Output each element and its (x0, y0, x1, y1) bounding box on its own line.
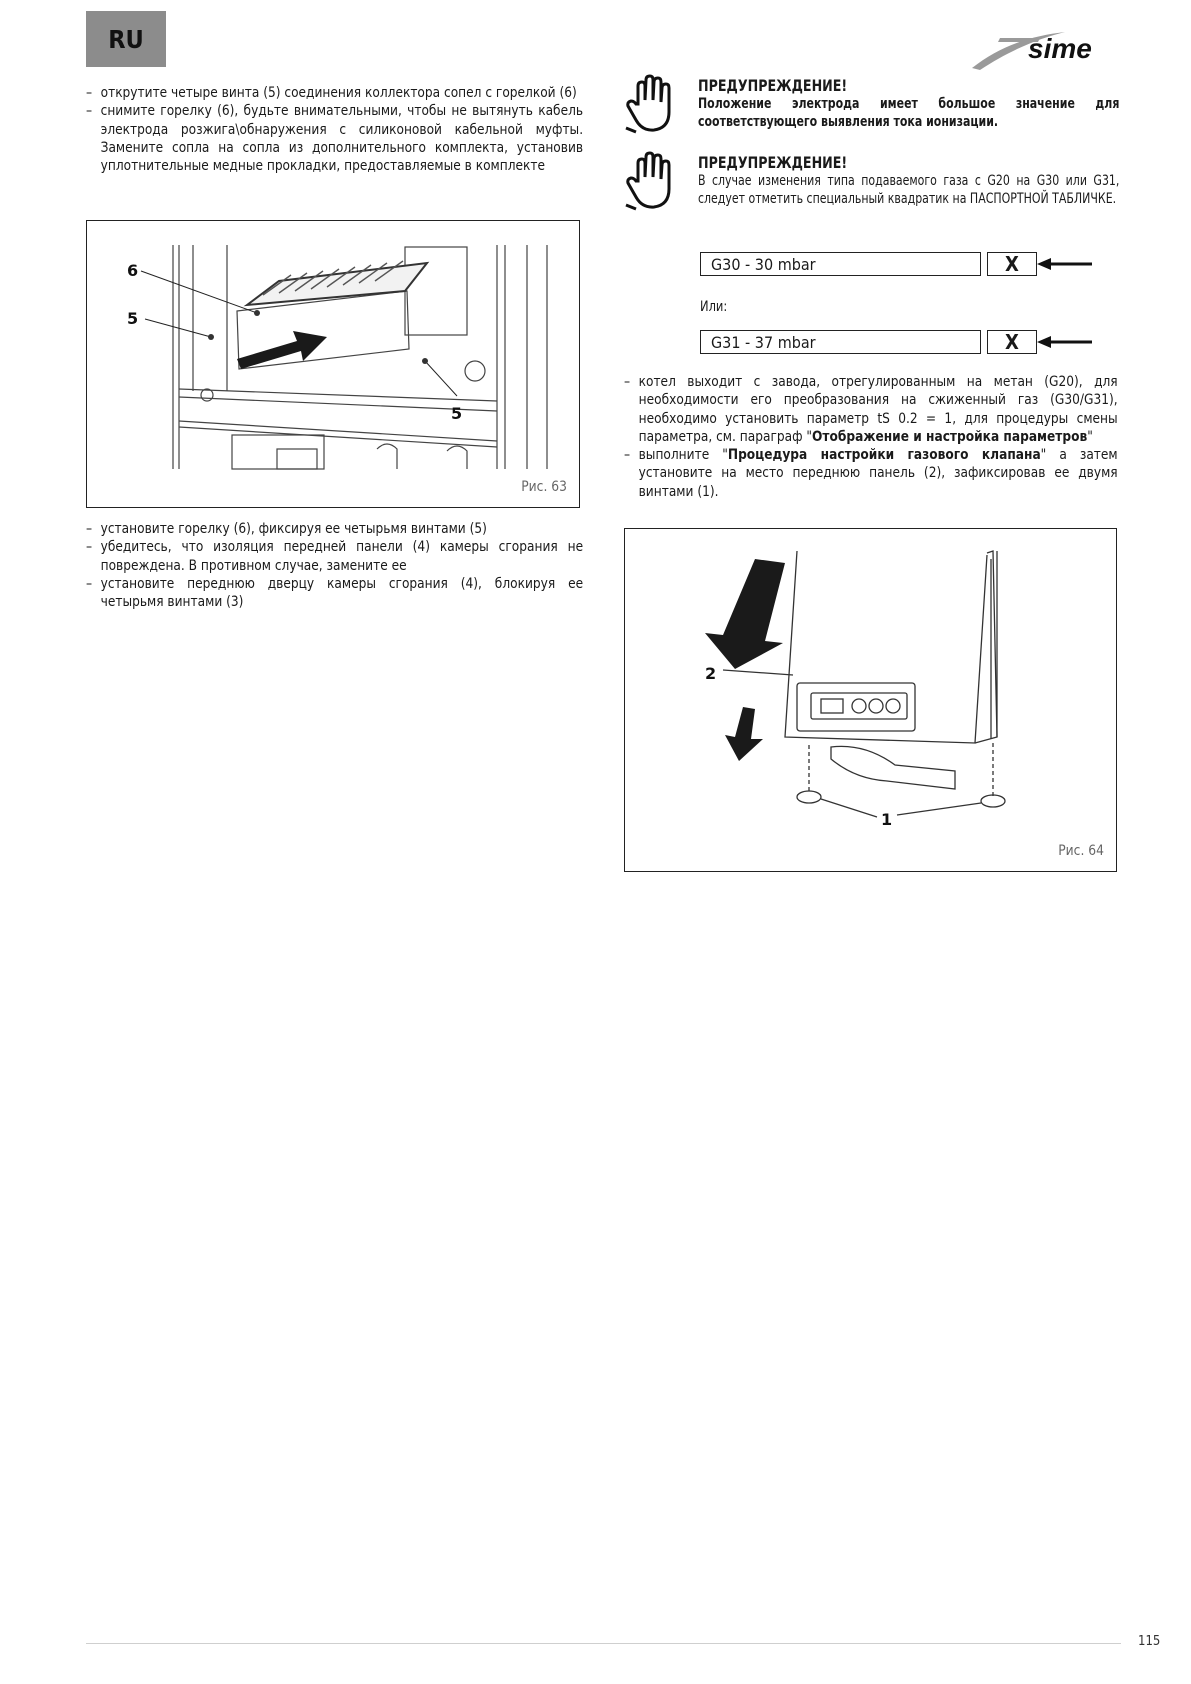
label-1: 1 (881, 810, 893, 829)
checkbox-mark: X (987, 252, 1037, 276)
sime-logo (970, 24, 1120, 72)
burner-illustration (87, 221, 579, 507)
list-item: – установите переднюю дверцу камеры сгорания (4), блокируя ее четырьмя винтами (3) (86, 575, 583, 612)
label-6: 6 (127, 261, 139, 280)
footer-divider (86, 1643, 1121, 1644)
arrow-left-icon (1037, 336, 1092, 348)
label-2: 2 (705, 664, 717, 683)
warning-text: В случае изменения типа подаваемого газа с G20 на G30 или G31, следует отметить специальный квадратик на ПАСПОРТНОЙ ТАБЛИЧКЕ. (698, 173, 1120, 208)
or-label: Или: (700, 299, 728, 315)
warning-text: Положение электрода имеет большое значение для соответствующего выявления тока ионизации. (698, 96, 1120, 131)
hand-stop-icon (624, 151, 680, 211)
list-item: – убедитесь, что изоляция передней панели (4) камеры сгорания не повреждена. В противном случае, замените ее (86, 538, 583, 575)
front-panel-illustration (625, 529, 1116, 871)
label-5b: 5 (451, 404, 463, 423)
checkbox-mark: X (987, 330, 1037, 354)
left-instructions-1 (86, 84, 664, 175)
list-item: – котел выходит с завода, отрегулированным на метан (G20), для необходимости его преобразования на сжиженный газ (G30/G31), необходимо установить параметр tS 0.2 = 1, для процедуры смены параметра, см. параграф "Отображение и настройка параметров" (624, 373, 1118, 446)
figure-caption: Рис. 63 (521, 479, 567, 495)
warning-title: ПРЕДУПРЕЖДЕНИЕ! (698, 153, 848, 172)
figure-63 (86, 220, 580, 508)
figure-caption: Рис. 64 (1058, 843, 1104, 859)
hand-stop-icon (624, 74, 680, 134)
warning-title: ПРЕДУПРЕЖДЕНИЕ! (698, 76, 848, 95)
brand-name: sime (1028, 33, 1092, 64)
gas-option-g31: G31 - 37 mbar (700, 330, 981, 354)
list-item: – снимите горелку (6), будьте внимательными, чтобы не вытянуть кабель электрода розжига\обнаружения с силиконовой кабельной муфты. Замените сопла на сопла из дополнительного комплекта, установив уплотнительные медные прокладки, предоставляемые в комплекте (86, 102, 583, 175)
list-item: – установите горелку (6), фиксируя ее четырьмя винтами (5) (86, 520, 583, 538)
list-item: – открутите четыре винта (5) соединения коллектора сопел с горелкой (6) (86, 84, 583, 102)
gas-option-g30: G30 - 30 mbar (700, 252, 981, 276)
language-badge: RU (86, 11, 166, 67)
page-number: 115 (1138, 1634, 1161, 1649)
right-instructions (624, 373, 1191, 501)
list-item: – выполните "Процедура настройки газового клапана" а затем установите на место переднюю панель (2), зафиксировав ее двумя винтами (1). (624, 446, 1118, 501)
figure-64 (624, 528, 1117, 872)
label-5: 5 (127, 309, 139, 328)
arrow-left-icon (1037, 258, 1092, 270)
left-instructions-2 (86, 520, 664, 611)
